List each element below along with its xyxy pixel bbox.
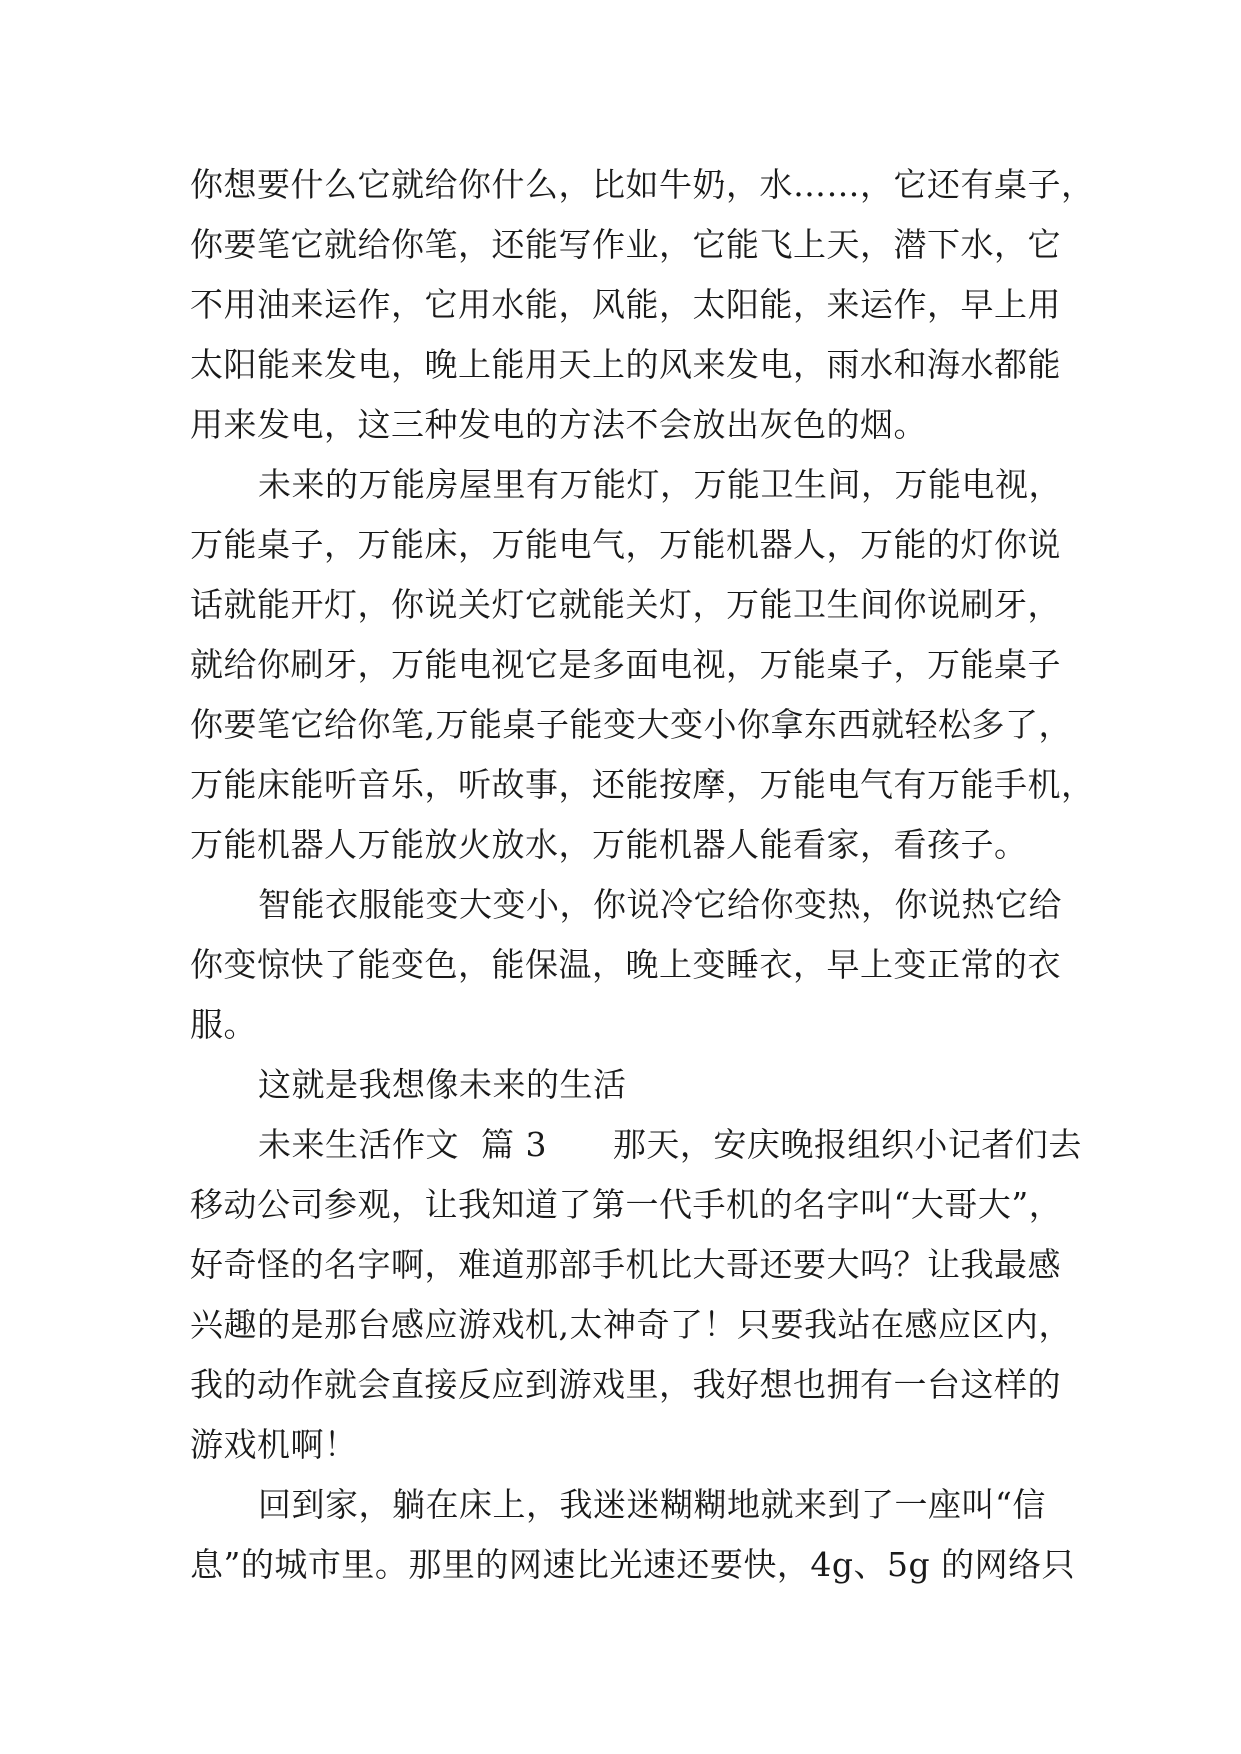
paragraph-start-line: 智能衣服能变大变小，你说冷它给你变热，你说热它给 [258,885,1062,924]
text-line: 万能桌子，万能床，万能电气，万能机器人，万能的灯你说 [190,525,1061,564]
text-line: 就给你刷牙，万能电视它是多面电视，万能桌子，万能桌子 [190,645,1061,684]
text-line: 话就能开灯，你说关灯它就能关灯，万能卫生间你说刷牙， [190,585,1061,624]
section-heading-line: 未来生活作文 篇 3 那天，安庆晚报组织小记者们去 [258,1125,1082,1164]
text-line: 你要笔它给你笔,万能桌子能变大变小你拿东西就轻松多了， [190,705,1072,744]
text-line: 游戏机啊！ [190,1425,358,1464]
text-line: 兴趣的是那台感应游戏机,太神奇了！只要我站在感应区内， [190,1305,1072,1344]
text-line: 万能床能听音乐，听故事，还能按摩，万能电气有万能手机， [190,765,1095,804]
text-line: 用来发电，这三种发电的方法不会放出灰色的烟。 [190,405,927,444]
paragraph-start-line: 这就是我想像未来的生活 [258,1065,627,1104]
paragraph-start-line: 回到家，躺在床上，我迷迷糊糊地就来到了一座叫“信 [258,1485,1046,1524]
text-line: 息”的城市里。那里的网速比光速还要快，4g、5g 的网络只 [190,1545,1076,1584]
paragraph-start-line: 未来的万能房屋里有万能灯，万能卫生间，万能电视， [258,465,1062,504]
text-line: 太阳能来发电，晚上能用天上的风来发电，雨水和海水都能 [190,345,1061,384]
text-line: 你变惊快了能变色，能保温，晚上变睡衣，早上变正常的衣 [190,945,1061,984]
text-line: 好奇怪的名字啊，难道那部手机比大哥还要大吗？让我最感 [190,1245,1061,1284]
text-line: 你想要什么它就给你什么，比如牛奶，水……，它还有桌子， [190,165,1095,204]
text-line: 不用油来运作，它用水能，风能，太阳能，来运作，早上用 [190,285,1061,324]
text-line: 万能机器人万能放火放水，万能机器人能看家，看孩子。 [190,825,1028,864]
text-line: 移动公司参观，让我知道了第一代手机的名字叫“大哥大”， [190,1185,1063,1224]
text-line: 你要笔它就给你笔，还能写作业，它能飞上天，潜下水，它 [190,225,1061,264]
text-line: 服。 [190,1005,257,1044]
text-line: 我的动作就会直接反应到游戏里，我好想也拥有一台这样的 [190,1365,1061,1404]
